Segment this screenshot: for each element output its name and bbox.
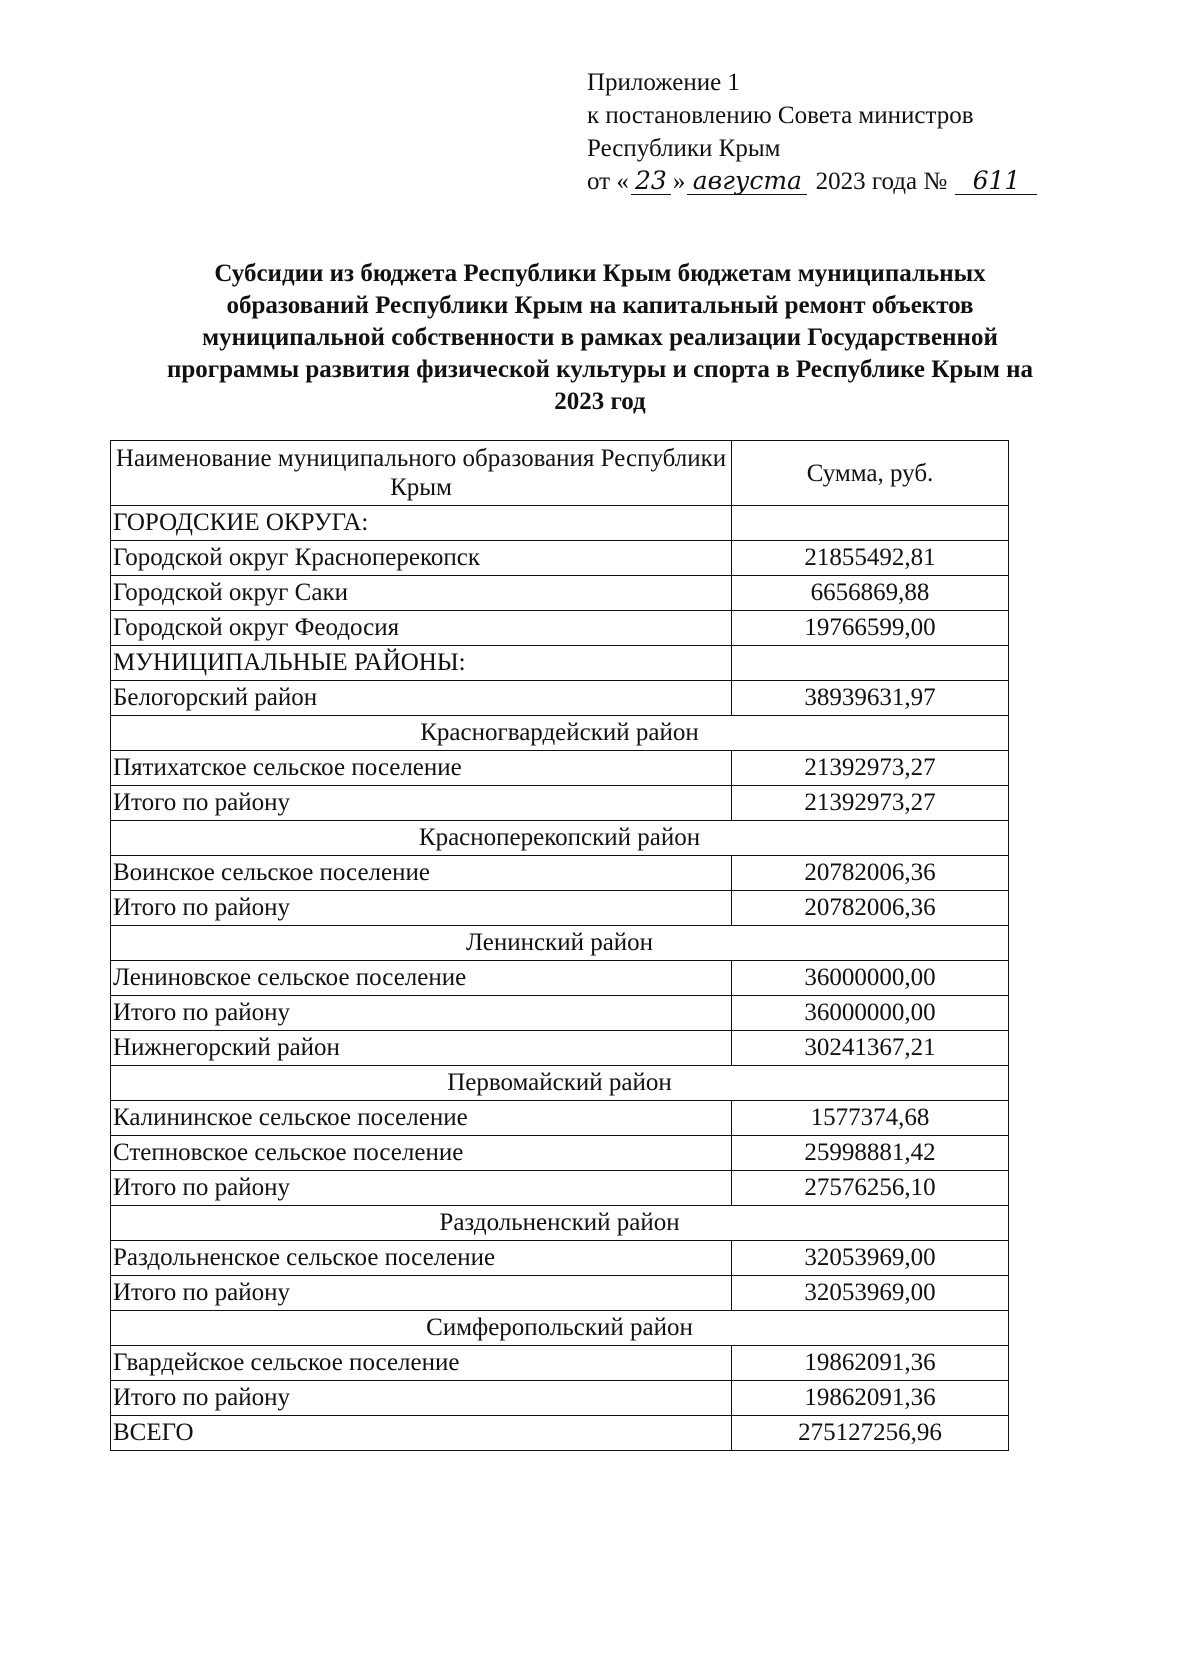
row-amount: 6656869,88 <box>732 576 1009 611</box>
district-header-row <box>111 1206 1009 1241</box>
district-header-row <box>111 926 1009 961</box>
table-header-row <box>111 441 1009 506</box>
row-amount: 36000000,00 <box>732 961 1009 996</box>
table-row <box>111 1136 1009 1171</box>
row-name: Итого по району <box>111 1276 732 1311</box>
district-name: Первомайский район <box>111 1066 1009 1101</box>
row-amount: 21855492,81 <box>732 541 1009 576</box>
subsidies-table <box>110 440 1009 1451</box>
row-name: Гвардейское сельское поселение <box>111 1346 732 1381</box>
row-name: ВСЕГО <box>111 1416 732 1451</box>
date-mid: » <box>672 168 686 195</box>
table-row <box>111 681 1009 716</box>
table-row <box>111 1171 1009 1206</box>
row-amount: 20782006,36 <box>732 891 1009 926</box>
row-name: Калининское сельское поселение <box>111 1101 732 1136</box>
row-amount: 30241367,21 <box>732 1031 1009 1066</box>
table-row <box>111 1381 1009 1416</box>
row-name: Нижнегорский район <box>111 1031 732 1066</box>
handwritten-month: августа <box>687 168 807 195</box>
title-line-4: программы развития физической культуры и спорта в Республике Крым на <box>166 356 1034 383</box>
row-amount: 27576256,10 <box>732 1171 1009 1206</box>
row-name: ГОРОДСКИЕ ОКРУГА: <box>111 506 732 541</box>
row-amount: 1577374,68 <box>732 1101 1009 1136</box>
handwritten-decree-number: 611 <box>955 168 1037 195</box>
row-name: Городской округ Красноперекопск <box>111 541 732 576</box>
appendix-block <box>587 66 1067 198</box>
row-name: Степновское сельское поселение <box>111 1136 732 1171</box>
appendix-line-2: к постановлению Совета министров <box>587 102 974 129</box>
title-line-2: образований Республики Крым на капитальный ремонт объектов <box>226 292 974 319</box>
table-row <box>111 1276 1009 1311</box>
row-name: Итого по району <box>111 1171 732 1206</box>
row-name: Городской округ Саки <box>111 576 732 611</box>
row-amount: 38939631,97 <box>732 681 1009 716</box>
row-amount: 32053969,00 <box>732 1241 1009 1276</box>
document-title <box>90 258 1110 418</box>
row-amount: 21392973,27 <box>732 751 1009 786</box>
section-row <box>111 646 1009 681</box>
row-name: Городской округ Феодосия <box>111 611 732 646</box>
district-header-row <box>111 716 1009 751</box>
header-name: Наименование муниципального образования Республики Крым <box>111 441 732 506</box>
row-name: Раздольненское сельское поселение <box>111 1241 732 1276</box>
table-row <box>111 541 1009 576</box>
table-row <box>111 961 1009 996</box>
row-name: Лениновское сельское поселение <box>111 961 732 996</box>
district-header-row <box>111 1066 1009 1101</box>
header-amount: Сумма, руб. <box>732 441 1009 506</box>
date-suffix: 2023 года № <box>809 168 954 195</box>
row-name: Белогорский район <box>111 681 732 716</box>
appendix-line-1: Приложение 1 <box>587 69 740 96</box>
appendix-date-line <box>587 165 1067 198</box>
table-row <box>111 1346 1009 1381</box>
row-amount: 19862091,36 <box>732 1346 1009 1381</box>
table-row <box>111 751 1009 786</box>
row-name: Итого по району <box>111 1381 732 1416</box>
date-prefix: от « <box>587 168 629 195</box>
row-name: Итого по району <box>111 786 732 821</box>
handwritten-day: 23 <box>631 168 671 195</box>
row-amount: 19862091,36 <box>732 1381 1009 1416</box>
row-name: МУНИЦИПАЛЬНЫЕ РАЙОНЫ: <box>111 646 732 681</box>
table-row <box>111 1101 1009 1136</box>
row-amount: 32053969,00 <box>732 1276 1009 1311</box>
district-name: Красногвардейский район <box>111 716 1009 751</box>
district-name: Ленинский район <box>111 926 1009 961</box>
district-name: Раздольненский район <box>111 1206 1009 1241</box>
table-row <box>111 1416 1009 1451</box>
row-name: Итого по району <box>111 891 732 926</box>
table-row <box>111 1241 1009 1276</box>
row-amount: 25998881,42 <box>732 1136 1009 1171</box>
row-name: Итого по району <box>111 996 732 1031</box>
section-row <box>111 506 1009 541</box>
row-name: Пятихатское сельское поселение <box>111 751 732 786</box>
table-row <box>111 576 1009 611</box>
district-name: Красноперекопский район <box>111 821 1009 856</box>
district-name: Симферопольский район <box>111 1311 1009 1346</box>
row-name: Воинское сельское поселение <box>111 856 732 891</box>
row-amount: 19766599,00 <box>732 611 1009 646</box>
row-amount <box>732 646 1009 681</box>
row-amount: 36000000,00 <box>732 996 1009 1031</box>
table-row <box>111 891 1009 926</box>
table-row <box>111 611 1009 646</box>
title-line-5: 2023 год <box>554 388 646 415</box>
table-row <box>111 856 1009 891</box>
table-row <box>111 786 1009 821</box>
row-amount: 21392973,27 <box>732 786 1009 821</box>
district-header-row <box>111 1311 1009 1346</box>
row-amount: 275127256,96 <box>732 1416 1009 1451</box>
title-line-3: муниципальной собственности в рамках реализации Государственной <box>202 324 998 351</box>
table-body <box>111 506 1009 1451</box>
row-amount <box>732 506 1009 541</box>
table-row <box>111 996 1009 1031</box>
table-row <box>111 1031 1009 1066</box>
row-amount: 20782006,36 <box>732 856 1009 891</box>
title-line-1: Субсидии из бюджета Республики Крым бюджетам муниципальных <box>214 260 986 287</box>
appendix-line-3: Республики Крым <box>587 135 781 162</box>
district-header-row <box>111 821 1009 856</box>
